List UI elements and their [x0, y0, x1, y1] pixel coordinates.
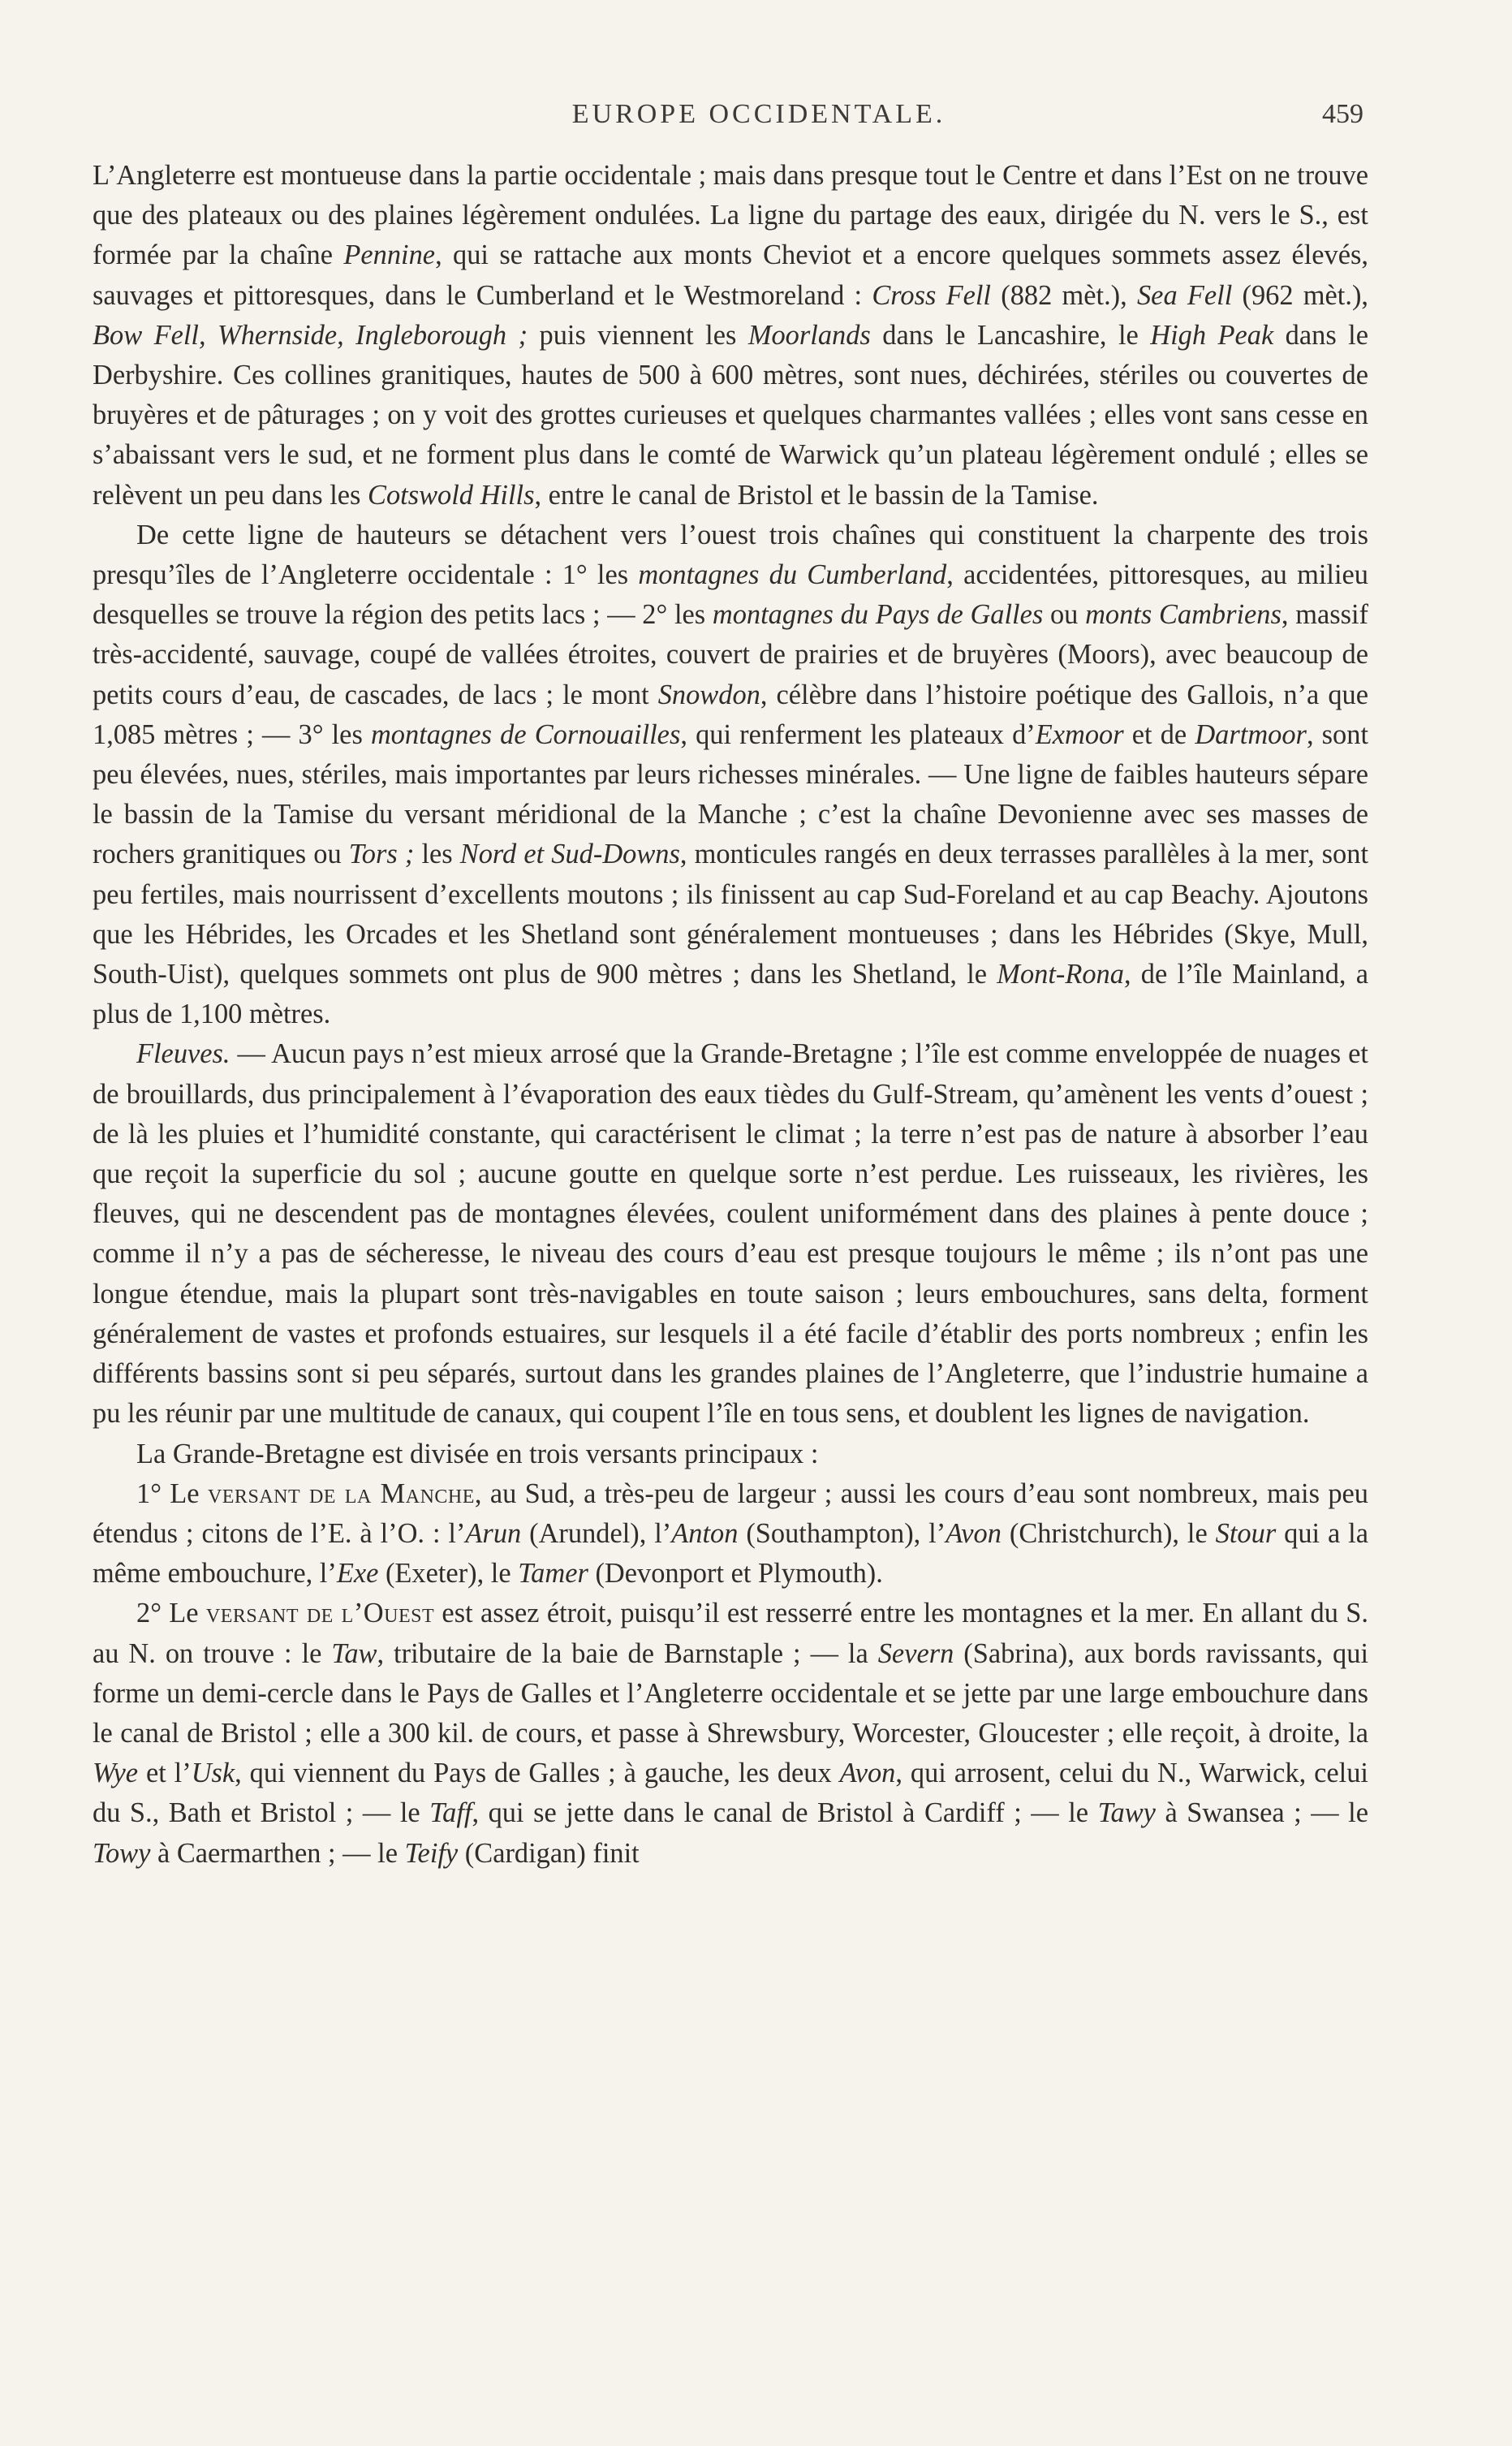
- italic-term: Exmoor: [1035, 718, 1124, 750]
- italic-term: Exe: [336, 1558, 379, 1590]
- text-run: (Exeter), le: [378, 1558, 519, 1590]
- italic-term: montagnes de Cornouailles: [370, 718, 681, 750]
- text-run: les: [414, 839, 460, 870]
- text-run: (962 mèt.),: [1232, 279, 1368, 311]
- text-run: 1° Le: [136, 1478, 208, 1509]
- italic-term: Mont-Rona: [997, 959, 1124, 990]
- italic-term: Nord et Sud-Downs: [459, 839, 680, 870]
- paragraph: [93, 1594, 1368, 1873]
- paragraph: [93, 1474, 1368, 1594]
- italic-term: Tawy: [1097, 1797, 1156, 1829]
- text-run: La Grande-Bretagne est divisée en trois versants principaux :: [136, 1438, 819, 1469]
- paragraph: [93, 156, 1368, 516]
- paragraph: [93, 516, 1368, 1035]
- text-run: (Sabrina), aux bords ravissants, qui forme un demi-cercle dans le Pays de Galles et l’Angleterre occidentale et se jette par une large embouchure dans le canal de Bristol ; elle a 300 kil. de cours, et passe à Shrewsbury, Worcester, Gloucester ; elle reçoit, à droite, la: [93, 1637, 1368, 1749]
- italic-term: montagnes du Cumberland: [638, 559, 947, 591]
- text-run: (Arundel), l’: [521, 1517, 672, 1549]
- text-run: qui a la même embouchure, l’: [93, 1517, 1368, 1590]
- italic-term: Stour: [1215, 1517, 1277, 1549]
- text-run: , massif très-accidenté, sauvage, coupé de vallées étroites, couvert de prairies et de bruyères (Moors), avec beaucoup de petits cours d’eau, de cascades, de lacs ; le mont: [93, 599, 1368, 710]
- italic-term: Cross Fell: [872, 279, 991, 311]
- italic-term: High Peak: [1150, 319, 1274, 351]
- text-run: à Caermarthen ; — le: [150, 1837, 405, 1869]
- italic-term: monts Cambriens: [1085, 599, 1282, 631]
- text-run: , qui arrosent, celui du N., Warwick, celui du S., Bath et Bristol ; — le: [93, 1758, 1368, 1829]
- text-run: ou: [1043, 599, 1086, 631]
- text-run: et l’: [138, 1758, 192, 1789]
- text-run: puis viennent les: [528, 319, 748, 351]
- italic-term: Avon: [946, 1517, 1002, 1549]
- italic-term: Taw: [331, 1637, 377, 1669]
- text-run: , sont peu élevées, nues, stériles, mais importantes par leurs richesses minérales. — Une ligne de faibles hauteurs sépare le bassin de la Tamise du versant méridional de la Manche ; c’est la chaîne Devonienne avec ses masses de rochers granitiques ou: [93, 718, 1369, 870]
- text-run: , tributaire de la baie de Barnstaple ; — la: [377, 1637, 878, 1669]
- text-run: 2° Le: [136, 1598, 206, 1629]
- body-text: [93, 156, 1368, 1874]
- text-run: L’Angleterre est montueuse dans la partie occidentale ; mais dans presque tout le Centre et dans l’Est on ne trouve que des plateaux ou des plaines légèrement ondulées. La ligne du partage des eaux, dirigée du N. vers le S., est formée par la chaîne: [93, 160, 1368, 271]
- text-run: , qui viennent du Pays de Galles ; à gauche, les deux: [235, 1758, 840, 1789]
- italic-term: Tors ;: [348, 839, 415, 870]
- paragraph: [93, 1034, 1368, 1434]
- text-run: est assez étroit, puisqu’il est resserré entre les montagnes et la mer. En allant du S. au N. on trouve : le: [93, 1598, 1368, 1669]
- small-caps-heading: versant de la Manche: [207, 1478, 475, 1509]
- text-run: , qui renferment les plateaux d’: [680, 718, 1036, 750]
- italic-term: Towy: [93, 1837, 151, 1869]
- text-run: , qui se jette dans le canal de Bristol à Cardiff ; — le: [472, 1797, 1098, 1829]
- page-number: 459: [1322, 99, 1363, 129]
- italic-term: Fleuves.: [136, 1038, 230, 1070]
- italic-term: Wye: [93, 1758, 139, 1789]
- italic-term: Sea Fell: [1136, 279, 1233, 311]
- text-run: — Aucun pays n’est mieux arrosé que la Grande-Bretagne ; l’île est comme enveloppée de nuages et de brouillards, dus principalement à l’évaporation des eaux tièdes du Gulf-Stream, qu’amènent les vents d’ouest ; de là les pluies et l’humidité constante, qui caractérisent le climat ; la terre n’est pas de nature à absorber l’eau que reçoit la superficie du sol ; aucune goutte en quelque sorte n’est perdue. Les ruisseaux, les rivières, les fleuves, qui ne descendent pas de montagnes élevées, coulent uniformément dans des plaines à pente douce ; comme il n’y a pas de sécheresse, le niveau des cours d’eau est presque toujours le même ; ils n’ont pas une longue étendue, mais la plupart sont très-navigables en toute saison ; leurs embouchures, sans delta, forment généralement de vastes et profonds estuaires, sur lesquels il a été facile d’établir des ports nombreux ; enfin les différents bassins sont si peu séparés, surtout dans les grandes plaines de l’Angleterre, que l’industrie humaine a pu les réunir par une multitude de canaux, qui coupent l’île en tous sens, et doublent les lignes de navigation.: [93, 1038, 1368, 1430]
- text-run: (Cardigan) finit: [458, 1837, 640, 1869]
- italic-term: Anton: [671, 1517, 739, 1549]
- text-run: , de l’île Mainland, a plus de 1,100 mètres.: [93, 959, 1368, 1030]
- italic-term: Bow Fell, Whernside, Ingleborough ;: [93, 319, 528, 351]
- text-run: , qui se rattache aux monts Cheviot et a encore quelques sommets assez élevés, sauvages et pittoresques, dans le Cumberland et le Westmoreland :: [93, 239, 1368, 311]
- text-run: , célèbre dans l’histoire poétique des Gallois, n’a que 1,085 mètres ; — 3° les: [93, 679, 1369, 750]
- text-run: à Swansea ; — le: [1155, 1797, 1368, 1829]
- italic-term: Moorlands: [747, 319, 871, 351]
- text-run: (Devonport et Plymouth).: [588, 1558, 883, 1590]
- italic-term: Avon: [839, 1758, 896, 1789]
- text-run: (882 mèt.),: [991, 279, 1137, 311]
- italic-term: Taff: [429, 1797, 472, 1829]
- italic-term: Usk: [191, 1758, 235, 1789]
- text-run: , au Sud, a très-peu de largeur ; aussi les cours d’eau sont nombreux, mais peu étendus ; citons de l’E. à l’O. : l’: [93, 1478, 1368, 1549]
- italic-term: Snowdon: [657, 679, 760, 710]
- italic-term: Arun: [465, 1517, 522, 1549]
- italic-term: Pennine: [343, 239, 436, 271]
- italic-term: Teify: [404, 1837, 459, 1869]
- running-head: [154, 99, 1363, 148]
- text-run: dans le Derbyshire. Ces collines granitiques, hautes de 500 à 600 mètres, sont nues, déchirées, stériles ou couvertes de bruyères et de pâturages ; on y voit des grottes curieuses et quelques charmantes vallées ; elles vont sans cesse en s’abaissant vers le sud, et ne forment plus dans le comté de Warwick qu’un plateau légèrement ondulé ; elles se relèvent un peu dans les: [93, 319, 1368, 511]
- italic-term: montagnes du Pays de Galles: [712, 599, 1044, 631]
- paragraph: [93, 1434, 1368, 1474]
- text-run: De cette ligne de hauteurs se détachent vers l’ouest trois chaînes qui constituent la charpente des trois presqu’îles de l’Angleterre occidentale : 1° les: [93, 519, 1368, 591]
- italic-term: Cotswold Hills: [368, 479, 535, 511]
- running-title: EUROPE OCCIDENTALE.: [571, 99, 946, 129]
- text-run: (Christchurch), le: [1001, 1517, 1216, 1549]
- italic-term: Severn: [877, 1637, 954, 1669]
- text-run: , monticules rangés en deux terrasses parallèles à la mer, sont peu fertiles, mais nourrissent d’excellents moutons ; ils finissent au cap Sud-Foreland et au cap Beachy. Ajoutons que les Hébrides, les Orcades et les Shetland sont généralement montueuses ; dans les Hébrides (Skye, Mull, South-Uist), quelques sommets ont plus de 900 mètres ; dans les Shetland, le: [93, 839, 1368, 990]
- italic-term: Tamer: [518, 1558, 588, 1590]
- small-caps-heading: versant de l’Ouest: [205, 1598, 435, 1629]
- text-run: , accidentées, pittoresques, au milieu desquelles se trouve la région des petits lacs ; — 2° les: [93, 559, 1368, 631]
- text-run: , entre le canal de Bristol et le bassin de la Tamise.: [534, 479, 1099, 511]
- italic-term: Dartmoor: [1195, 718, 1307, 750]
- text-run: dans le Lancashire, le: [870, 319, 1151, 351]
- text-run: et de: [1123, 718, 1195, 750]
- text-run: (Southampton), l’: [738, 1517, 946, 1549]
